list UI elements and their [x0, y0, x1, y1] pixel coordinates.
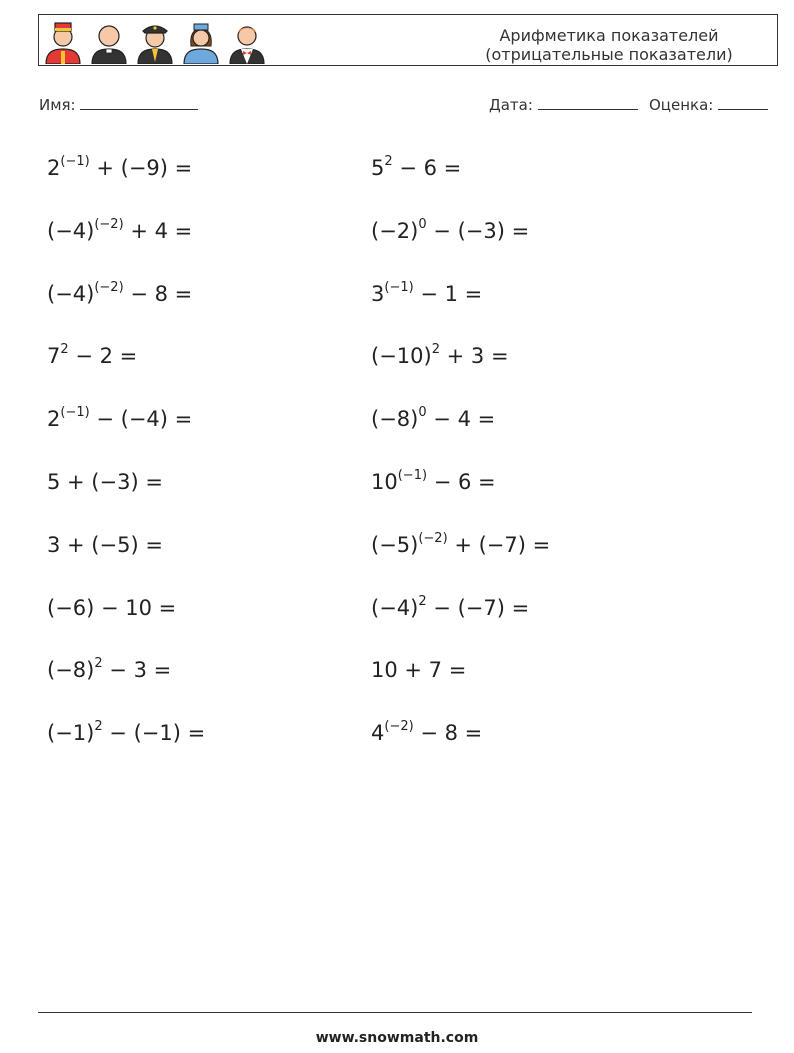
problem-rest: − 6 =: [427, 470, 496, 494]
name-line[interactable]: [80, 94, 198, 110]
problem-exponent: 2: [60, 342, 69, 358]
problem-exponent: (−2): [94, 216, 124, 232]
problem-base: 5 + (−3) =: [47, 470, 163, 494]
problem-item: [47, 152, 192, 180]
problem-base: 5: [371, 156, 385, 180]
problem-base: 3 + (−5) =: [47, 532, 163, 557]
problem-item: [371, 152, 461, 180]
footer-divider: [38, 1012, 752, 1013]
problem-rest: − 3 =: [102, 658, 172, 683]
title-line-2: (отрицательные показатели): [485, 45, 733, 64]
problem-exponent: (−1): [397, 468, 428, 483]
problem-base: (−8): [47, 658, 95, 683]
problem-rest: − 4 =: [426, 407, 496, 432]
score-line[interactable]: [718, 94, 768, 110]
date-label: Дата:: [489, 96, 533, 114]
date-field[interactable]: [489, 94, 638, 114]
problem-item: [371, 529, 550, 557]
problem-exponent: 2: [94, 656, 103, 672]
problem-rest: − (−4) =: [89, 407, 193, 432]
problem-exponent: (−1): [60, 405, 90, 421]
problem-rest: − 8 =: [123, 281, 193, 306]
problem-base: (−4): [47, 218, 95, 243]
problem-exponent: 2: [431, 342, 440, 358]
footer-site: www.snowmath.com: [315, 1030, 479, 1046]
problem-rest: − (−3) =: [426, 218, 530, 243]
avatar-strip: [43, 18, 267, 64]
problem-item: [47, 403, 192, 431]
problem-rest: − 1 =: [413, 281, 483, 306]
problem-base: 10 + 7 =: [371, 658, 467, 683]
problem-item: [371, 403, 495, 431]
problem-item: [47, 278, 192, 306]
problem-item: [47, 529, 163, 557]
problem-rest: − 8 =: [413, 721, 483, 746]
problem-base: (−1): [47, 721, 95, 746]
problem-rest: + 4 =: [123, 218, 193, 243]
problem-item: [47, 717, 205, 745]
problem-rest: + (−7) =: [447, 532, 551, 557]
problem-rest: − (−1) =: [102, 721, 206, 746]
worksheet-title: [459, 26, 759, 64]
problem-exponent: (−2): [418, 530, 448, 546]
problem-item: [47, 654, 171, 682]
problem-exponent: (−1): [60, 154, 90, 169]
problem-base: 7: [47, 344, 61, 369]
problem-base: 4: [371, 721, 385, 746]
problem-base: (−8): [371, 407, 419, 432]
problem-base: 2: [47, 407, 61, 432]
name-label: Имя:: [39, 96, 76, 114]
score-label: Оценка:: [649, 96, 714, 114]
problem-base: 2: [47, 156, 61, 180]
header-box: [38, 14, 778, 66]
problem-item: [47, 340, 137, 368]
problem-base: (−4): [47, 281, 95, 306]
problem-item: [371, 340, 509, 368]
problem-item: [371, 654, 466, 682]
problem-base: (−5): [371, 532, 419, 557]
waiter-icon: [227, 18, 267, 64]
problem-base: (−6) − 10 =: [47, 595, 177, 620]
problem-rest: + 3 =: [439, 344, 509, 369]
problem-base: (−4): [371, 595, 419, 620]
problem-exponent: 2: [384, 154, 393, 169]
problem-item: [47, 215, 192, 243]
pilot-icon: [135, 18, 175, 64]
date-line[interactable]: [538, 94, 638, 110]
problem-item: [371, 278, 482, 306]
name-field[interactable]: [39, 94, 198, 114]
problem-base: 10: [371, 470, 398, 494]
problem-rest: − 6 =: [392, 156, 462, 180]
problem-item: [47, 466, 163, 494]
problem-item: [371, 717, 482, 745]
score-field[interactable]: [649, 94, 768, 114]
problem-base: (−2): [371, 218, 419, 243]
priest-icon: [89, 18, 129, 64]
problem-base: 3: [371, 281, 385, 306]
problem-exponent: (−1): [384, 279, 414, 295]
problem-rest: − 2 =: [68, 344, 138, 369]
nurse-icon: [181, 18, 221, 64]
bellhop-icon: [43, 18, 83, 64]
problem-exponent: 2: [94, 719, 103, 735]
problem-item: [371, 215, 529, 243]
problem-exponent: (−2): [384, 719, 414, 735]
problem-item: [371, 592, 529, 620]
problem-exponent: (−2): [94, 279, 124, 295]
problem-rest: − (−7) =: [426, 595, 530, 620]
problem-exponent: 0: [418, 405, 427, 421]
problem-base: (−10): [371, 344, 432, 369]
problem-exponent: 2: [418, 593, 427, 609]
problem-rest: + (−9) =: [89, 156, 193, 180]
problem-exponent: 0: [418, 216, 427, 232]
problem-item: [47, 592, 176, 620]
problem-item: [371, 466, 496, 494]
title-line-1: Арифметика показателей: [499, 26, 719, 45]
